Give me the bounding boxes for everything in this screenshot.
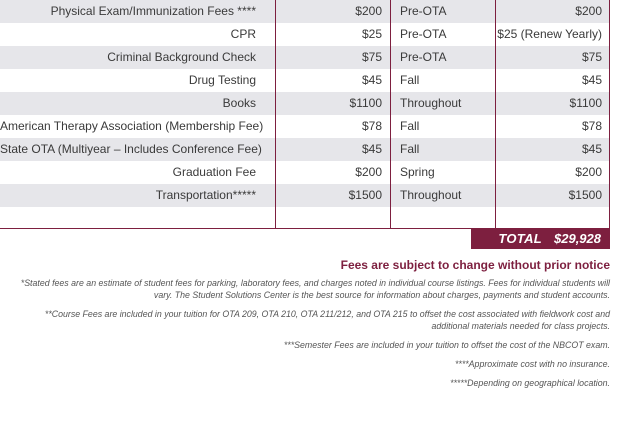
fee-name: State OTA (Multiyear – Includes Conference Fee)	[0, 142, 262, 156]
fee-after: $200	[575, 165, 602, 179]
footnotes	[10, 277, 610, 396]
total-banner	[471, 229, 610, 249]
fee-timing: Fall	[400, 119, 420, 133]
fee-timing: Fall	[400, 73, 420, 87]
fee-timing: Pre-OTA	[400, 27, 447, 41]
fee-cost: $200	[355, 165, 382, 179]
fee-cost: $200	[355, 4, 382, 18]
fee-after: $25 (Renew Yearly)	[497, 27, 602, 41]
fee-timing: Pre-OTA	[400, 50, 447, 64]
fee-name: Books	[222, 96, 256, 110]
fee-cost: $45	[361, 73, 382, 87]
fee-after: $1100	[569, 96, 602, 110]
footnote: **Course Fees are included in your tuition for OTA 209, OTA 210, OTA 211/212, and OTA 215 to offset the cost associated with fieldwork cost and additional materials needed for class projects.	[44, 309, 610, 331]
fee-after: $200	[575, 4, 602, 18]
footnote: ***Semester Fees are included in your tuition to offset the cost of the NBCOT exam.	[283, 340, 610, 350]
table-row	[0, 161, 610, 184]
footnote: *Stated fees are an estimate of student fees for parking, laboratory fees, and charges noted in individual course listings. Fees for individual students will vary. The Student Solutions Center is the best source for information about charges, payments and student accounts.	[20, 278, 610, 300]
fee-after: $78	[581, 119, 602, 133]
table-row	[0, 115, 610, 138]
fee-timing: Spring	[400, 165, 435, 179]
fee-timing: Throughout	[400, 188, 462, 202]
fee-name: Graduation Fee	[172, 165, 256, 179]
fee-timing: Pre-OTA	[400, 4, 447, 18]
fee-after: $75	[581, 50, 602, 64]
fee-name: Transportation*****	[155, 188, 256, 202]
total-value: $29,928	[554, 231, 601, 246]
table-row	[0, 92, 610, 115]
fee-cost: $1100	[349, 96, 382, 110]
column-divider	[609, 0, 610, 228]
fee-name: Criminal Background Check	[107, 50, 256, 64]
change-notice: Fees are subject to change without prior notice	[340, 258, 610, 272]
footnote: ****Approximate cost with no insurance.	[454, 359, 610, 369]
fee-name: CPR	[230, 27, 256, 41]
fee-name: Drug Testing	[188, 73, 256, 87]
total-label: TOTAL	[498, 231, 542, 246]
fee-cost: $1500	[348, 188, 382, 202]
table-row	[0, 23, 610, 46]
fee-timing: Throughout	[400, 96, 462, 110]
table-row	[0, 184, 610, 207]
column-divider	[275, 0, 276, 228]
column-divider	[390, 0, 391, 228]
fee-name: American Therapy Association (Membership Fee)	[0, 119, 264, 133]
fee-cost: $25	[361, 27, 382, 41]
fee-after: $1500	[568, 188, 602, 202]
table-row	[0, 138, 610, 161]
column-divider	[495, 0, 496, 228]
fee-cost: $45	[361, 142, 382, 156]
fee-cost: $78	[361, 119, 382, 133]
footnote: *****Depending on geographical location.	[450, 378, 610, 388]
fee-cost: $75	[361, 50, 382, 64]
fee-timing: Fall	[400, 142, 420, 156]
fee-after: $45	[581, 73, 602, 87]
fee-after: $45	[581, 142, 602, 156]
table-row	[0, 46, 610, 69]
table-row	[0, 0, 610, 23]
table-row	[0, 69, 610, 92]
fee-name: Physical Exam/Immunization Fees ****	[50, 4, 256, 18]
